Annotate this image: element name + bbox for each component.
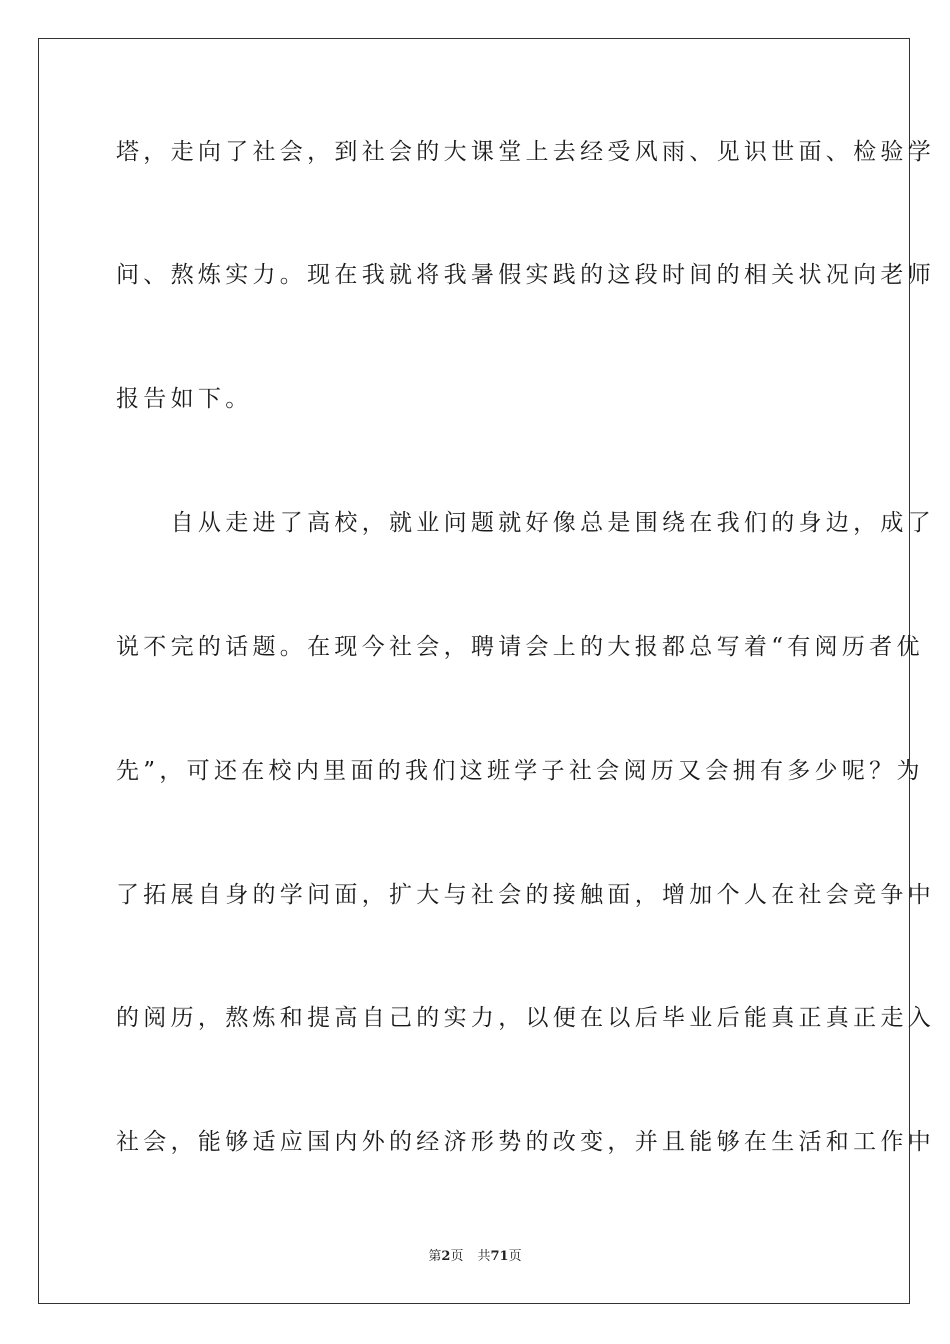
footer-page-number: 2 (441, 1249, 451, 1264)
footer-page-suffix: 页 (450, 1249, 464, 1264)
paragraph-line-7: 了拓展自身的学问面，扩大与社会的接触面，增加个人在社会竞争中 (116, 882, 935, 908)
paragraph-line-8: 的阅历，熬炼和提高自己的实力，以便在以后毕业后能真正真正走入 (116, 1005, 935, 1031)
page-border (38, 38, 935, 1304)
paragraph-line-9: 社会，能够适应国内外的经济形势的改变，并且能够在生活和工作中 (116, 1129, 935, 1155)
footer-total-suffix: 页 (508, 1249, 522, 1264)
footer-total-pages: 71 (490, 1249, 509, 1264)
paragraph-line-1: 塔，走向了社会，到社会的大课堂上去经受风雨、见识世面、检验学 (116, 139, 935, 165)
footer-page-prefix: 第 (428, 1249, 442, 1264)
footer-total-prefix: 共 (477, 1249, 491, 1264)
paragraph-line-4: 自从走进了高校，就业问题就好像总是围绕在我们的身边，成了 (116, 510, 935, 536)
paragraph-line-5: 说不完的话题。在现今社会，聘请会上的大报都总写着“有阅历者优 (116, 634, 924, 660)
paragraph-line-6: 先”，可还在校内里面的我们这班学子社会阅历又会拥有多少呢？为 (116, 758, 924, 784)
page-footer (0, 1248, 950, 1266)
paragraph-line-3: 报告如下。 (116, 386, 253, 412)
paragraph-line-2: 问、熬炼实力。现在我就将我暑假实践的这段时间的相关状况向老师 (116, 262, 935, 288)
